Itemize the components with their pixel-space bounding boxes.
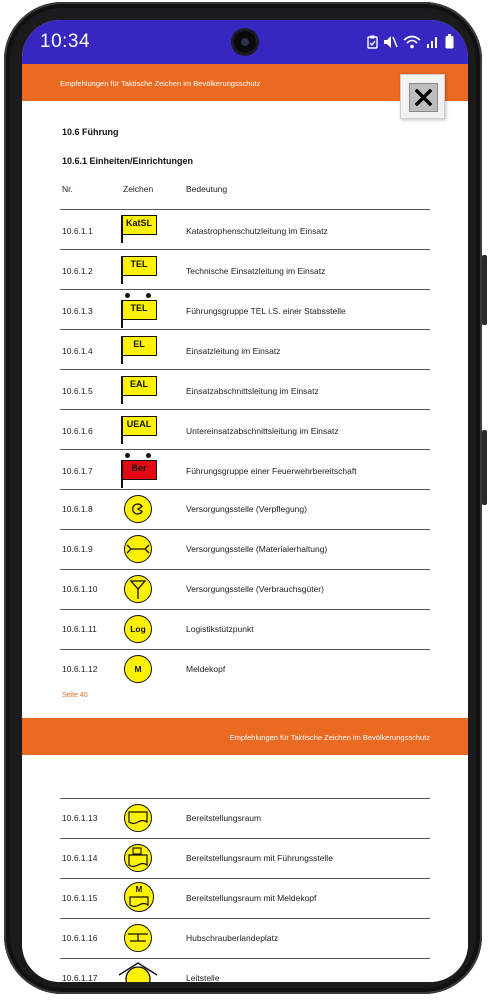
row-description: Meldekopf bbox=[186, 664, 226, 674]
symbol-report-point bbox=[121, 655, 155, 685]
row-divider bbox=[60, 369, 430, 370]
symbol-supply-food bbox=[121, 495, 155, 525]
row-number: 10.6.1.6 bbox=[62, 426, 93, 436]
row-divider bbox=[60, 569, 430, 570]
staging-area-icon bbox=[124, 804, 152, 832]
symbol-staging-area bbox=[121, 804, 155, 834]
row-number: 10.6.1.16 bbox=[62, 933, 98, 943]
row-divider bbox=[60, 838, 430, 839]
close-button[interactable] bbox=[400, 74, 445, 119]
row-divider bbox=[60, 958, 430, 959]
row-description: Versorgungsstelle (Verbrauchsgüter) bbox=[186, 584, 324, 594]
symbol-flag-katsl bbox=[121, 215, 155, 245]
report-point-letter: M bbox=[135, 885, 143, 894]
page-header-text: Empfehlungen für Taktische Zeichen im Bevölkerungsschutz bbox=[229, 733, 430, 742]
row-divider bbox=[60, 249, 430, 250]
symbol-staging-area-report bbox=[121, 882, 155, 914]
table-row bbox=[60, 569, 430, 609]
symbol-supply-consumables bbox=[121, 575, 155, 605]
power-button bbox=[482, 430, 487, 505]
flag-label: EL bbox=[121, 336, 157, 356]
row-number: 10.6.1.11 bbox=[62, 624, 97, 634]
flag-label: Ber bbox=[121, 460, 157, 480]
table-row bbox=[60, 649, 430, 689]
row-number: 10.6.1.4 bbox=[62, 346, 93, 356]
status-icons bbox=[367, 34, 454, 49]
row-description: Logistikstützpunkt bbox=[186, 624, 254, 634]
row-description: Bereitstellungsraum mit Führungsstelle bbox=[186, 853, 333, 863]
row-description: Einsatzleitung im Einsatz bbox=[186, 346, 281, 356]
row-divider bbox=[60, 878, 430, 879]
staging-area-flag-icon bbox=[124, 844, 152, 872]
page-header-band bbox=[22, 718, 468, 755]
row-number: 10.6.1.9 bbox=[62, 544, 93, 554]
row-description: Führungsgruppe einer Feuerwehrbereitschaft bbox=[186, 466, 357, 476]
row-description: Versorgungsstelle (Verpflegung) bbox=[186, 504, 307, 514]
section-title: 10.6 Führung bbox=[62, 127, 119, 137]
row-number: 10.6.1.10 bbox=[62, 584, 98, 594]
report-point-label: M bbox=[124, 655, 152, 683]
column-header-nr: Nr. bbox=[62, 184, 73, 194]
row-description: Bereitstellungsraum bbox=[186, 813, 262, 823]
table-row bbox=[60, 918, 430, 958]
table-row bbox=[60, 529, 430, 569]
battery-icon bbox=[445, 34, 454, 49]
flag-label: KatSL bbox=[121, 215, 157, 235]
row-number: 10.6.1.12 bbox=[62, 664, 98, 674]
front-camera bbox=[234, 31, 256, 53]
row-number: 10.6.1.3 bbox=[62, 306, 93, 316]
row-description: Technische Einsatzleitung im Einsatz bbox=[186, 266, 326, 276]
row-divider bbox=[60, 409, 430, 410]
flag-label: TEL bbox=[121, 256, 157, 276]
status-bar bbox=[22, 20, 468, 64]
flag-label: TEL bbox=[121, 300, 157, 320]
symbol-flag-el bbox=[121, 336, 155, 366]
document-viewer[interactable] bbox=[22, 64, 468, 982]
wrench-icon bbox=[124, 535, 152, 563]
row-divider bbox=[60, 609, 430, 610]
row-divider bbox=[60, 649, 430, 650]
symbol-control-center bbox=[121, 961, 155, 982]
symbol-flag-eal bbox=[121, 376, 155, 406]
table-row bbox=[60, 329, 430, 369]
volume-button bbox=[482, 255, 487, 325]
table-row bbox=[60, 249, 430, 289]
funnel-icon bbox=[124, 575, 152, 603]
symbol-flag-ber bbox=[121, 460, 155, 488]
table-row bbox=[60, 609, 430, 649]
row-number: 10.6.1.7 bbox=[62, 466, 93, 476]
row-description: Katastrophenschutzleitung im Einsatz bbox=[186, 226, 328, 236]
row-divider bbox=[60, 289, 430, 290]
table-row bbox=[60, 289, 430, 329]
row-divider bbox=[60, 798, 430, 799]
row-number: 10.6.1.14 bbox=[62, 853, 98, 863]
table-row bbox=[60, 449, 430, 489]
table-row bbox=[60, 209, 430, 249]
row-divider bbox=[60, 918, 430, 919]
subsection-title: 10.6.1 Einheiten/Einrichtungen bbox=[62, 156, 194, 166]
table-row bbox=[60, 369, 430, 409]
row-number: 10.6.1.17 bbox=[62, 973, 98, 982]
row-number: 10.6.1.2 bbox=[62, 266, 93, 276]
clipboard-icon bbox=[367, 35, 378, 49]
table-row bbox=[60, 878, 430, 918]
row-description: Bereitstellungsraum mit Meldekopf bbox=[186, 893, 317, 903]
signal-icon bbox=[426, 35, 440, 49]
close-icon[interactable] bbox=[409, 83, 438, 112]
table-row bbox=[60, 798, 430, 838]
row-number: 10.6.1.15 bbox=[62, 893, 98, 903]
column-header-symbol: Zeichen bbox=[123, 184, 154, 194]
row-description: Hubschrauberlandeplatz bbox=[186, 933, 279, 943]
control-center-icon bbox=[117, 961, 159, 982]
row-number: 10.6.1.1 bbox=[62, 226, 93, 236]
symbol-flag-ueal bbox=[121, 416, 155, 446]
table-row bbox=[60, 838, 430, 878]
row-divider bbox=[60, 209, 430, 210]
symbol-logistics-base bbox=[121, 615, 155, 645]
symbol-flag-tel bbox=[121, 256, 155, 286]
row-description: Versorgungsstelle (Materialerhaltung) bbox=[186, 544, 328, 554]
row-divider bbox=[60, 449, 430, 450]
wifi-icon bbox=[403, 35, 421, 49]
row-divider bbox=[60, 329, 430, 330]
food-supply-icon bbox=[124, 495, 152, 523]
screen bbox=[22, 20, 468, 982]
row-divider bbox=[60, 529, 430, 530]
row-divider bbox=[60, 489, 430, 490]
mute-icon bbox=[383, 35, 398, 49]
table-row bbox=[60, 409, 430, 449]
table-row bbox=[60, 489, 430, 529]
row-description: Untereinsatzabschnittsleitung im Einsatz bbox=[186, 426, 339, 436]
symbol-supply-maintenance bbox=[121, 535, 155, 565]
flag-label: UEAL bbox=[121, 416, 157, 436]
page-header-text: Empfehlungen für Taktische Zeichen im Bevölkerungsschutz bbox=[60, 79, 261, 88]
symbol-staging-area-command bbox=[121, 844, 155, 874]
helicopter-icon bbox=[124, 924, 152, 952]
symbol-helipad bbox=[121, 924, 155, 954]
column-header-meaning: Bedeutung bbox=[186, 184, 228, 194]
status-time: 10:34 bbox=[40, 31, 91, 52]
row-description: Einsatzabschnittsleitung im Einsatz bbox=[186, 386, 319, 396]
staging-area-report-icon bbox=[124, 882, 154, 912]
row-description: Leitstelle bbox=[186, 973, 220, 982]
logistics-label: Log bbox=[124, 615, 152, 643]
row-number: 10.6.1.13 bbox=[62, 813, 98, 823]
symbol-flag-tel-staff bbox=[121, 300, 155, 328]
row-description: Führungsgruppe TEL i.S. einer Stabsstelle bbox=[186, 306, 346, 316]
row-number: 10.6.1.8 bbox=[62, 504, 93, 514]
page-number: Seite 40 bbox=[62, 692, 88, 699]
row-number: 10.6.1.5 bbox=[62, 386, 93, 396]
table-row bbox=[60, 958, 430, 982]
flag-label: EAL bbox=[121, 376, 157, 396]
